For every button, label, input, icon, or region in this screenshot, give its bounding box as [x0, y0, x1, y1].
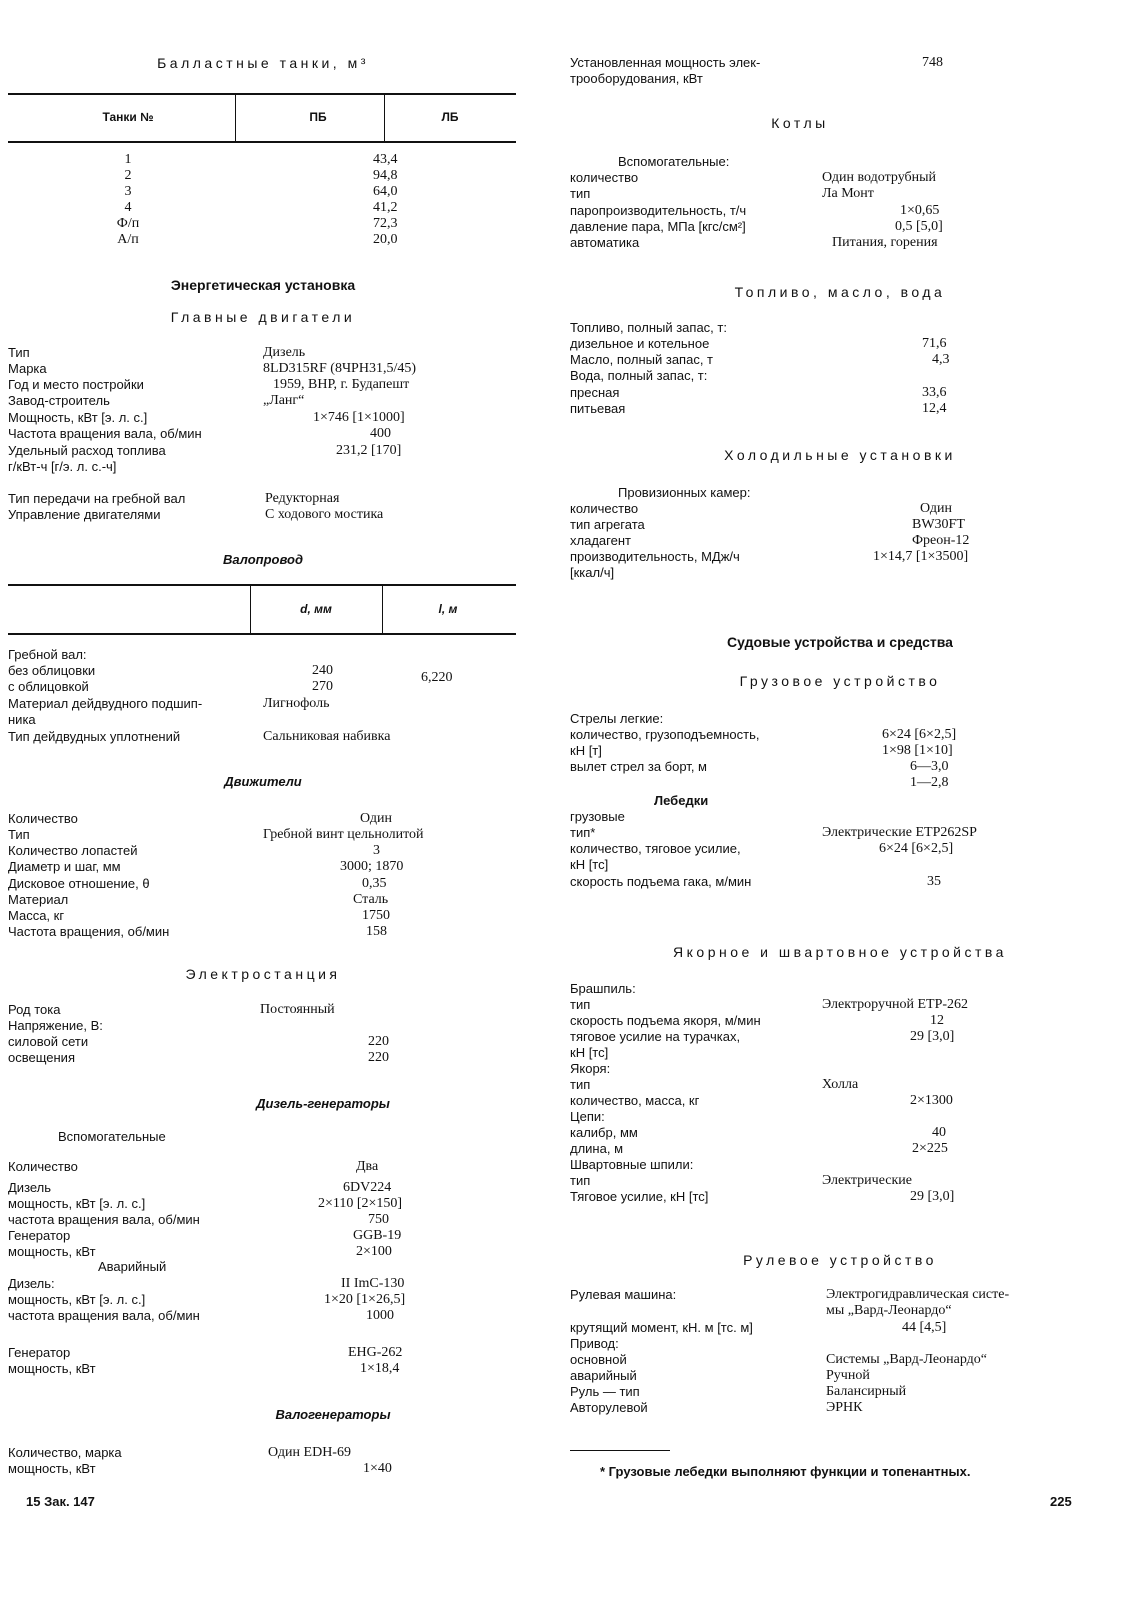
anchors-label: Якоря:	[570, 1061, 611, 1076]
sg-power-value: 1×40	[363, 1461, 392, 1476]
power-net-value: 220	[368, 1034, 389, 1049]
anchor-title: Якорное и швартовное устройства	[673, 944, 1007, 960]
main-value: Системы „Вард-Леонардо“	[826, 1352, 987, 1367]
boilers-title: Котлы	[771, 115, 829, 131]
main-label: основной	[570, 1352, 627, 1367]
booms-label: Стрелы легкие:	[570, 711, 664, 726]
qty-label: количество, грузоподъемность,	[570, 727, 760, 742]
type-label: тип	[570, 997, 591, 1012]
row-value: Один водотрубный	[822, 170, 937, 185]
e-diesel-value: II ImC-130	[341, 1276, 405, 1291]
pull-label-2: кН [тс]	[570, 1045, 609, 1060]
type-value: Электроручной ETP-262	[822, 997, 969, 1012]
row-label: Мощность, кВт [э. л. с.]	[8, 410, 148, 425]
table-header-tanks: Танки №	[102, 110, 154, 124]
caliber-label: калибр, мм	[570, 1125, 638, 1140]
reach-value-1: 6—3,0	[910, 759, 949, 774]
tank-value: 43,4	[373, 152, 398, 167]
c-type-label: тип	[570, 1173, 591, 1188]
aux-title: Вспомогательные:	[618, 154, 730, 169]
a-type-label: тип	[570, 1077, 591, 1092]
row-value: 3000; 1870	[340, 859, 404, 874]
row-label: Частота вращения, об/мин	[8, 924, 170, 939]
table-rule-top	[8, 93, 516, 95]
e-rpm-value: 1000	[366, 1308, 394, 1323]
machine-label: Рулевая машина:	[570, 1287, 677, 1302]
table-header-lb: ЛБ	[441, 110, 459, 124]
row-label: Тип	[8, 827, 30, 842]
row-label: Завод-строитель	[8, 393, 110, 408]
qty-value-2: 1×98 [1×10]	[882, 743, 953, 758]
shafting-title: Валопровод	[223, 552, 303, 567]
row-label: паропроизводительность, т/ч	[570, 203, 747, 218]
tank-number: 4	[124, 200, 132, 215]
tank-number: 3	[124, 184, 132, 199]
autopilot-label: Авторулевой	[570, 1400, 648, 1415]
seal-label: Тип дейдвудных уплотнений	[8, 729, 181, 744]
drink-label: питьевая	[570, 401, 626, 416]
row-value: 1750	[362, 908, 390, 923]
table-divider	[382, 584, 383, 633]
row-label: хладагент	[570, 533, 631, 548]
qty-label-2: кН [т]	[570, 743, 602, 758]
col-header-l: l, м	[438, 602, 458, 616]
diesel-value: 71,6	[922, 336, 947, 351]
rpm-label: частота вращения вала, об/мин	[8, 1212, 200, 1227]
emergency-label: аварийный	[570, 1368, 637, 1383]
tank-value: 64,0	[373, 184, 398, 199]
row-label: Год и место постройки	[8, 377, 144, 392]
rudder-value: Балансирный	[826, 1384, 907, 1399]
table-rule-bottom	[8, 141, 516, 143]
e-gen-value: EHG-262	[348, 1345, 403, 1360]
pull-label: тяговое усилие на турачках,	[570, 1029, 741, 1044]
row-label: количество	[570, 170, 639, 185]
seal-value: Сальниковая набивка	[263, 729, 391, 744]
a-qty-label: количество, масса, кг	[570, 1093, 700, 1108]
windlass-label: Брашпиль:	[570, 981, 636, 996]
tank-value: 20,0	[373, 232, 398, 247]
propellers-title: Движители	[224, 774, 302, 789]
fuel-label: Топливо, полный запас, т:	[570, 320, 727, 335]
row-label: Материал	[8, 892, 69, 907]
transmission-label: Тип передачи на гребной вал	[8, 491, 186, 506]
sg-count-label: Количество, марка	[8, 1445, 122, 1460]
row-value: 1959, ВНР, г. Будапешт	[273, 377, 410, 392]
tank-value: 72,3	[373, 216, 398, 231]
a-qty-value: 2×1300	[910, 1093, 953, 1108]
row-label: автоматика	[570, 235, 640, 250]
shaft-gen-title: Валогенераторы	[275, 1407, 391, 1422]
row-value: 231,2 [170]	[336, 443, 402, 458]
power-station-title: Электростанция	[185, 966, 341, 982]
tank-number: А/п	[117, 232, 139, 247]
tank-value: 41,2	[373, 200, 398, 215]
row-label: Количество лопастей	[8, 843, 138, 858]
steering-title: Рулевое устройство	[743, 1252, 937, 1268]
type-label: тип*	[570, 825, 596, 840]
row-label: Дисковое отношение, θ	[8, 876, 150, 891]
tank-number: 1	[124, 152, 132, 167]
tank-number: 2	[124, 168, 132, 183]
row-value: 3	[373, 843, 380, 858]
light-value: 220	[368, 1050, 389, 1065]
row-label: Удельный расход топлива	[8, 443, 166, 458]
current-label: Род тока	[8, 1002, 61, 1017]
installed-label: Установленная мощность элек-	[570, 55, 761, 70]
footer-order-note: 15 Зак. 147	[26, 1494, 95, 1509]
row-value: Один	[360, 811, 393, 826]
a-type-value: Холла	[822, 1077, 859, 1092]
diesel-value: 6DV224	[343, 1180, 392, 1195]
diesel-label: Дизель	[8, 1180, 52, 1195]
chains-label: Цепи:	[570, 1109, 605, 1124]
table-divider	[235, 93, 236, 141]
row-label: тип агрегата	[570, 517, 645, 532]
aux-title: Вспомогательные	[58, 1129, 166, 1144]
row-value: Питания, горения	[832, 235, 938, 250]
sg-power-label: мощность, кВт	[8, 1461, 96, 1476]
e-power-label: мощность, кВт [э. л. с.]	[8, 1292, 146, 1307]
no-lining-d: 240	[312, 663, 333, 678]
power-label: мощность, кВт [э. л. с.]	[8, 1196, 146, 1211]
row-value: 1×746 [1×1000]	[313, 410, 405, 425]
row-label: г/кВт-ч [г/э. л. с.-ч]	[8, 459, 117, 474]
water-label: Вода, полный запас, т:	[570, 368, 708, 383]
gen-value: GGB-19	[353, 1228, 402, 1243]
reach-value-2: 1—2,8	[910, 775, 949, 790]
type-value: Электрические ETP262SP	[822, 825, 977, 840]
row-label: производительность, МДж/ч	[570, 549, 740, 564]
bearing-value: Лигнофоль	[263, 696, 330, 711]
row-label: Тип	[8, 345, 30, 360]
length-value: 2×225	[912, 1141, 948, 1156]
page-number: 225	[1050, 1494, 1072, 1509]
row-label: Масса, кг	[8, 908, 65, 923]
oil-value: 4,3	[932, 352, 950, 367]
speed-value: 12	[930, 1013, 944, 1028]
table-header-pb: ПБ	[309, 110, 327, 124]
fresh-label: пресная	[570, 385, 620, 400]
footnote-rule	[570, 1450, 670, 1451]
row-value: 0,35	[362, 876, 387, 891]
shaft-table-rule-bottom	[8, 633, 516, 635]
e-power-value: 1×20 [1×26,5]	[324, 1292, 406, 1307]
gen-power-label: мощность, кВт	[8, 1244, 96, 1259]
length-label: длина, м	[570, 1141, 624, 1156]
e-gen-power-label: мощность, кВт	[8, 1361, 96, 1376]
power-net-label: силовой сети	[8, 1034, 89, 1049]
ballast-title: Балластные танки, м³	[157, 55, 369, 71]
row-value: Гребной винт цельнолитой	[263, 827, 424, 842]
c-pull-value: 29 [3,0]	[910, 1189, 955, 1204]
fridge-subtitle: Провизионных камер:	[618, 485, 751, 500]
drive-label: Привод:	[570, 1336, 619, 1351]
e-diesel-label: Дизель:	[8, 1276, 55, 1291]
table-divider	[250, 584, 251, 633]
machine-value-2: мы „Вард-Леонардо“	[826, 1303, 952, 1318]
count-value: Два	[356, 1159, 379, 1174]
power-plant-title: Энергетическая установка	[170, 277, 356, 293]
tank-value: 94,8	[373, 168, 398, 183]
row-value: 0,5 [5,0]	[895, 219, 943, 234]
speed-label: скорость подъема гака, м/мин	[570, 874, 752, 889]
emergency-value: Ручной	[826, 1368, 870, 1383]
torque-value: 44 [4,5]	[902, 1320, 947, 1335]
row-value: 8LD315RF (8ЧРН31,5/45)	[263, 361, 416, 376]
diesel-gen-title: Дизель-генераторы	[256, 1096, 390, 1111]
row-value: Дизель	[263, 345, 306, 360]
speed-label: скорость подъема якоря, м/мин	[570, 1013, 761, 1028]
table-divider	[384, 93, 385, 141]
pull-value: 6×24 [6×2,5]	[879, 841, 954, 856]
diesel-label: дизельное и котельное	[570, 336, 710, 351]
torque-label: крутящий момент, кН. м [тс. м]	[570, 1320, 753, 1335]
row-label: тип	[570, 186, 591, 201]
installed-label-2: трооборудования, кВт	[570, 71, 703, 86]
no-lining-label: без облицовки	[8, 663, 96, 678]
machine-value-1: Электрогидравлическая систе-	[826, 1287, 1010, 1302]
emergency-title: Аварийный	[98, 1259, 167, 1274]
row-label: Марка	[8, 361, 47, 376]
speed-value: 35	[927, 874, 941, 889]
count-label: Количество	[8, 1159, 78, 1174]
transmission-value: Редукторная	[265, 491, 340, 506]
control-value: С ходового мостика	[265, 507, 384, 522]
row-label: Диаметр и шаг, мм	[8, 859, 121, 874]
main-engines-title: Главные двигатели	[170, 309, 356, 325]
row-label: количество	[570, 501, 639, 516]
row-value: Фреон-12	[912, 533, 970, 548]
pull-label: количество, тяговое усилие,	[570, 841, 741, 856]
bearing-label-2: ника	[8, 712, 36, 727]
pull-label-2: кН [тс]	[570, 857, 609, 872]
c-pull-label: Тяговое усилие, кН [тс]	[570, 1189, 709, 1204]
qty-value-1: 6×24 [6×2,5]	[882, 727, 957, 742]
current-value: Постоянный	[260, 1002, 335, 1017]
col-header-d: d, мм	[300, 602, 332, 616]
drink-value: 12,4	[922, 401, 947, 416]
autopilot-value: ЭРНК	[826, 1400, 863, 1415]
bearing-label: Материал дейдвудного подшип-	[8, 696, 203, 711]
shaft-length: 6,220	[421, 670, 453, 685]
row-value: Сталь	[353, 892, 389, 907]
shaft-table-rule-top	[8, 584, 516, 586]
oil-label: Масло, полный запас, т	[570, 352, 713, 367]
reach-label: вылет стрел за борт, м	[570, 759, 707, 774]
e-gen-label: Генератор	[8, 1345, 71, 1360]
gen-power-value: 2×100	[356, 1244, 392, 1259]
e-gen-power-value: 1×18,4	[360, 1361, 400, 1376]
footnote: * Грузовые лебедки выполняют функции и топенантных.	[600, 1464, 971, 1479]
row-label: [ккал/ч]	[570, 565, 615, 580]
winch-title: Лебедки	[654, 793, 709, 808]
row-value: Один	[920, 501, 953, 516]
row-label: Количество	[8, 811, 78, 826]
row-label: давление пара, МПа [кгс/см²]	[570, 219, 746, 234]
devices-title: Судовые устройства и средства	[727, 634, 953, 650]
installed-value: 748	[922, 55, 943, 70]
c-type-value: Электрические	[822, 1173, 912, 1188]
row-value: 400	[370, 426, 391, 441]
row-value: „Ланг“	[263, 393, 305, 408]
power-value: 2×110 [2×150]	[318, 1196, 403, 1211]
tank-number: Ф/п	[116, 216, 140, 231]
row-value: 158	[366, 924, 387, 939]
lining-d: 270	[312, 679, 333, 694]
row-value: 1×0,65	[900, 203, 940, 218]
row-label: Частота вращения вала, об/мин	[8, 426, 202, 441]
row-value: Ла Монт	[822, 186, 874, 201]
fresh-value: 33,6	[922, 385, 947, 400]
cargo-label: грузовые	[570, 809, 625, 824]
pull-value: 29 [3,0]	[910, 1029, 955, 1044]
voltage-label: Напряжение, В:	[8, 1018, 103, 1033]
lining-label: с облицовкой	[8, 679, 89, 694]
control-label: Управление двигателями	[8, 507, 161, 522]
fridge-title: Холодильные установки	[724, 447, 956, 463]
row-value: 1×14,7 [1×3500]	[873, 549, 969, 564]
row-value: BW30FT	[912, 517, 965, 532]
sg-count-value: Один EDH-69	[268, 1445, 351, 1460]
capstan-label: Швартовные шпили:	[570, 1157, 694, 1172]
cargo-title: Грузовое устройство	[739, 673, 941, 689]
fuel-title: Топливо, масло, вода	[734, 284, 946, 300]
rpm-value: 750	[368, 1212, 389, 1227]
gen-label: Генератор	[8, 1228, 71, 1243]
shaft-label: Гребной вал:	[8, 647, 87, 662]
caliber-value: 40	[932, 1125, 946, 1140]
e-rpm-label: частота вращения вала, об/мин	[8, 1308, 200, 1323]
rudder-label: Руль — тип	[570, 1384, 640, 1399]
light-label: освещения	[8, 1050, 75, 1065]
